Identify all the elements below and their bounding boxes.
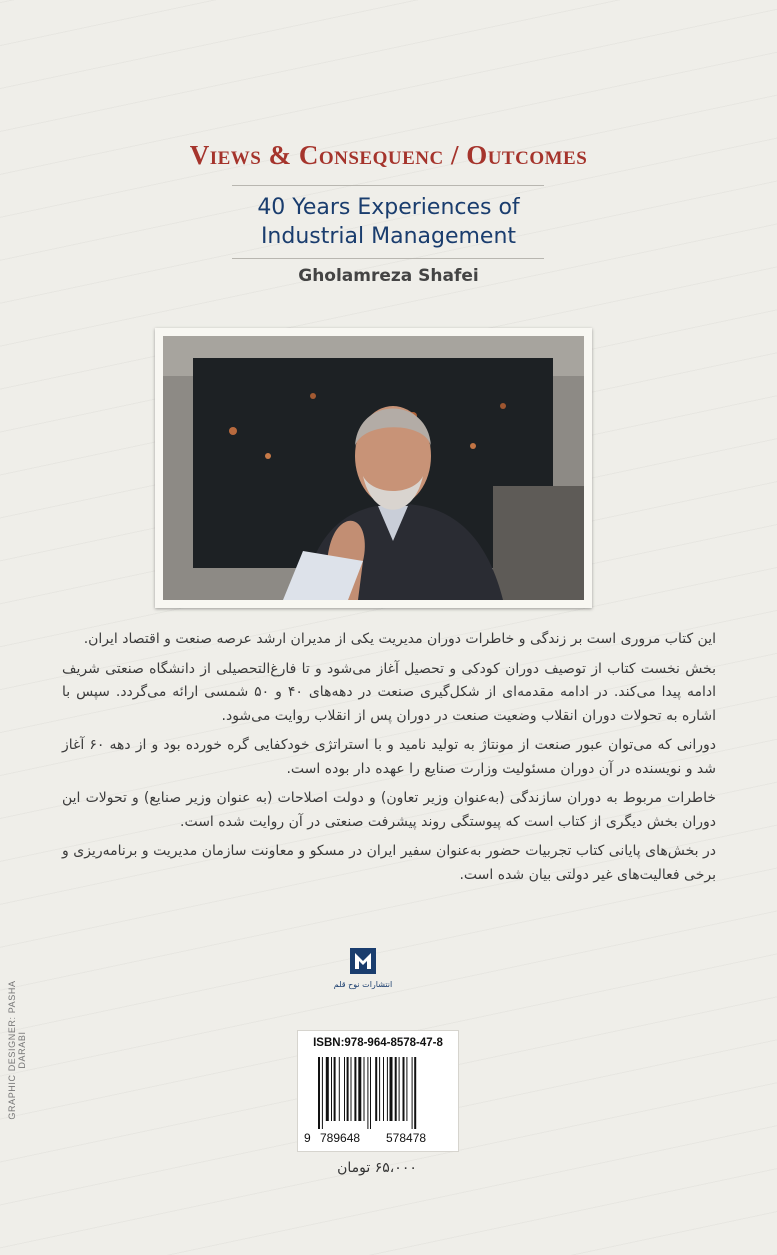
book-title-text: Views & Consequenc / Outcomes (189, 140, 588, 170)
portrait-photo (163, 336, 584, 600)
barcode-bar (367, 1057, 368, 1129)
barcode-bar (390, 1057, 393, 1121)
barcode-bar (395, 1057, 397, 1121)
barcode-icon (316, 1057, 446, 1129)
barcode-bar (412, 1057, 413, 1129)
photo-frame (155, 328, 592, 608)
barcode-bar (354, 1057, 356, 1121)
designer-credit: GRAPHIC DESIGNER: PASHA DARABI (7, 980, 27, 1120)
barcode-bar (414, 1057, 416, 1129)
description-paragraph-3: دورانی که می‌توان عبور صنعت از مونتاژ به تولید نامید و با استراتژی خودکفایی گره خورده بود و از دهه ۶۰ آغاز شد و نویسنده در آن دوران مسئولیت وزارت صنایع را عهده دار بوده است. (62, 737, 717, 777)
description-paragraph-1: این کتاب مروری است بر زندگی و خاطرات دوران مدیریت یکی از مدیران ارشد عرصه صنعت و اقتصاد ایران. (83, 631, 716, 647)
barcode-bar (344, 1057, 345, 1121)
barcode-bar (334, 1057, 336, 1121)
title-divider (232, 185, 544, 186)
barcode-bar (322, 1057, 323, 1129)
barcode-digits-right: 578478 (386, 1131, 427, 1145)
barcode-bar (383, 1057, 384, 1121)
book-description (62, 628, 716, 893)
price-label: ۶۵،۰۰۰ تومان (337, 1160, 417, 1176)
barcode-bar (358, 1057, 361, 1121)
barcode-bar (318, 1057, 320, 1129)
barcode-bar (347, 1057, 349, 1121)
barcode-digits-left: 789648 (320, 1131, 361, 1145)
barcode-bar (331, 1057, 332, 1121)
barcode-bar (387, 1057, 388, 1121)
barcode-digit-first: 9 (304, 1131, 311, 1145)
barcode-bar (364, 1057, 365, 1121)
description-paragraph-2: بخش نخست کتاب از توصیف دوران کودکی و تحصیل آغاز می‌شود و تا فارغ‌التحصیلی از دانشگاه صنعتی شریف ادامه پیدا می‌کند. در ادامه مقدمه‌ای از شکل‌گیری صنعت در دهه‌های ۴۰ و ۵۰ شمسی ارائه می‌گردد. سپس با اشاره به تحولات دوران انقلاب وضعیت صنعت در دوران پس از انقلاب روایت می‌شود. (62, 660, 716, 724)
publisher-logo-icon (350, 948, 376, 974)
description-paragraph-4: خاطرات مربوط به دوران سازندگی (به‌عنوان وزیر تعاون) و دولت اصلاحات (به عنوان وزیر صنایع) و تحولات این دوران بخش دیگری از کتاب است که پیوستگی روند پیشرفت صنعتی در آن روایت شده است. (62, 790, 716, 830)
description-paragraph-5: در بخش‌های پایانی کتاب تجربیات حضور به‌عنوان سفیر ایران در مسکو و معاونت سازمان مدیریت و برنامه‌ریزی و برخی فعالیت‌های غیر دولتی بیان شده است. (62, 843, 716, 883)
barcode-bar (399, 1057, 400, 1121)
barcode-bar (379, 1057, 380, 1121)
subtitle-line-1: 40 Years Experiences of (257, 195, 520, 220)
barcode-bar (375, 1057, 377, 1121)
subtitle-divider (232, 258, 544, 259)
subtitle-line-2: Industrial Management (260, 224, 517, 249)
barcode-panel (297, 1030, 459, 1152)
barcode-bar (351, 1057, 352, 1121)
barcode-bar (370, 1057, 371, 1129)
book-title (0, 140, 777, 171)
barcode-bar (406, 1057, 407, 1121)
book-subtitle (0, 193, 777, 251)
barcode-bar (403, 1057, 405, 1121)
isbn-number: ISBN:978-964-8578-47-8 (313, 1037, 443, 1049)
barcode-bar (339, 1057, 340, 1121)
barcode-bar (326, 1057, 329, 1121)
publisher-name: انتشارات نوح قلم (333, 980, 393, 989)
author-name: Gholamreza Shafei (298, 266, 479, 286)
